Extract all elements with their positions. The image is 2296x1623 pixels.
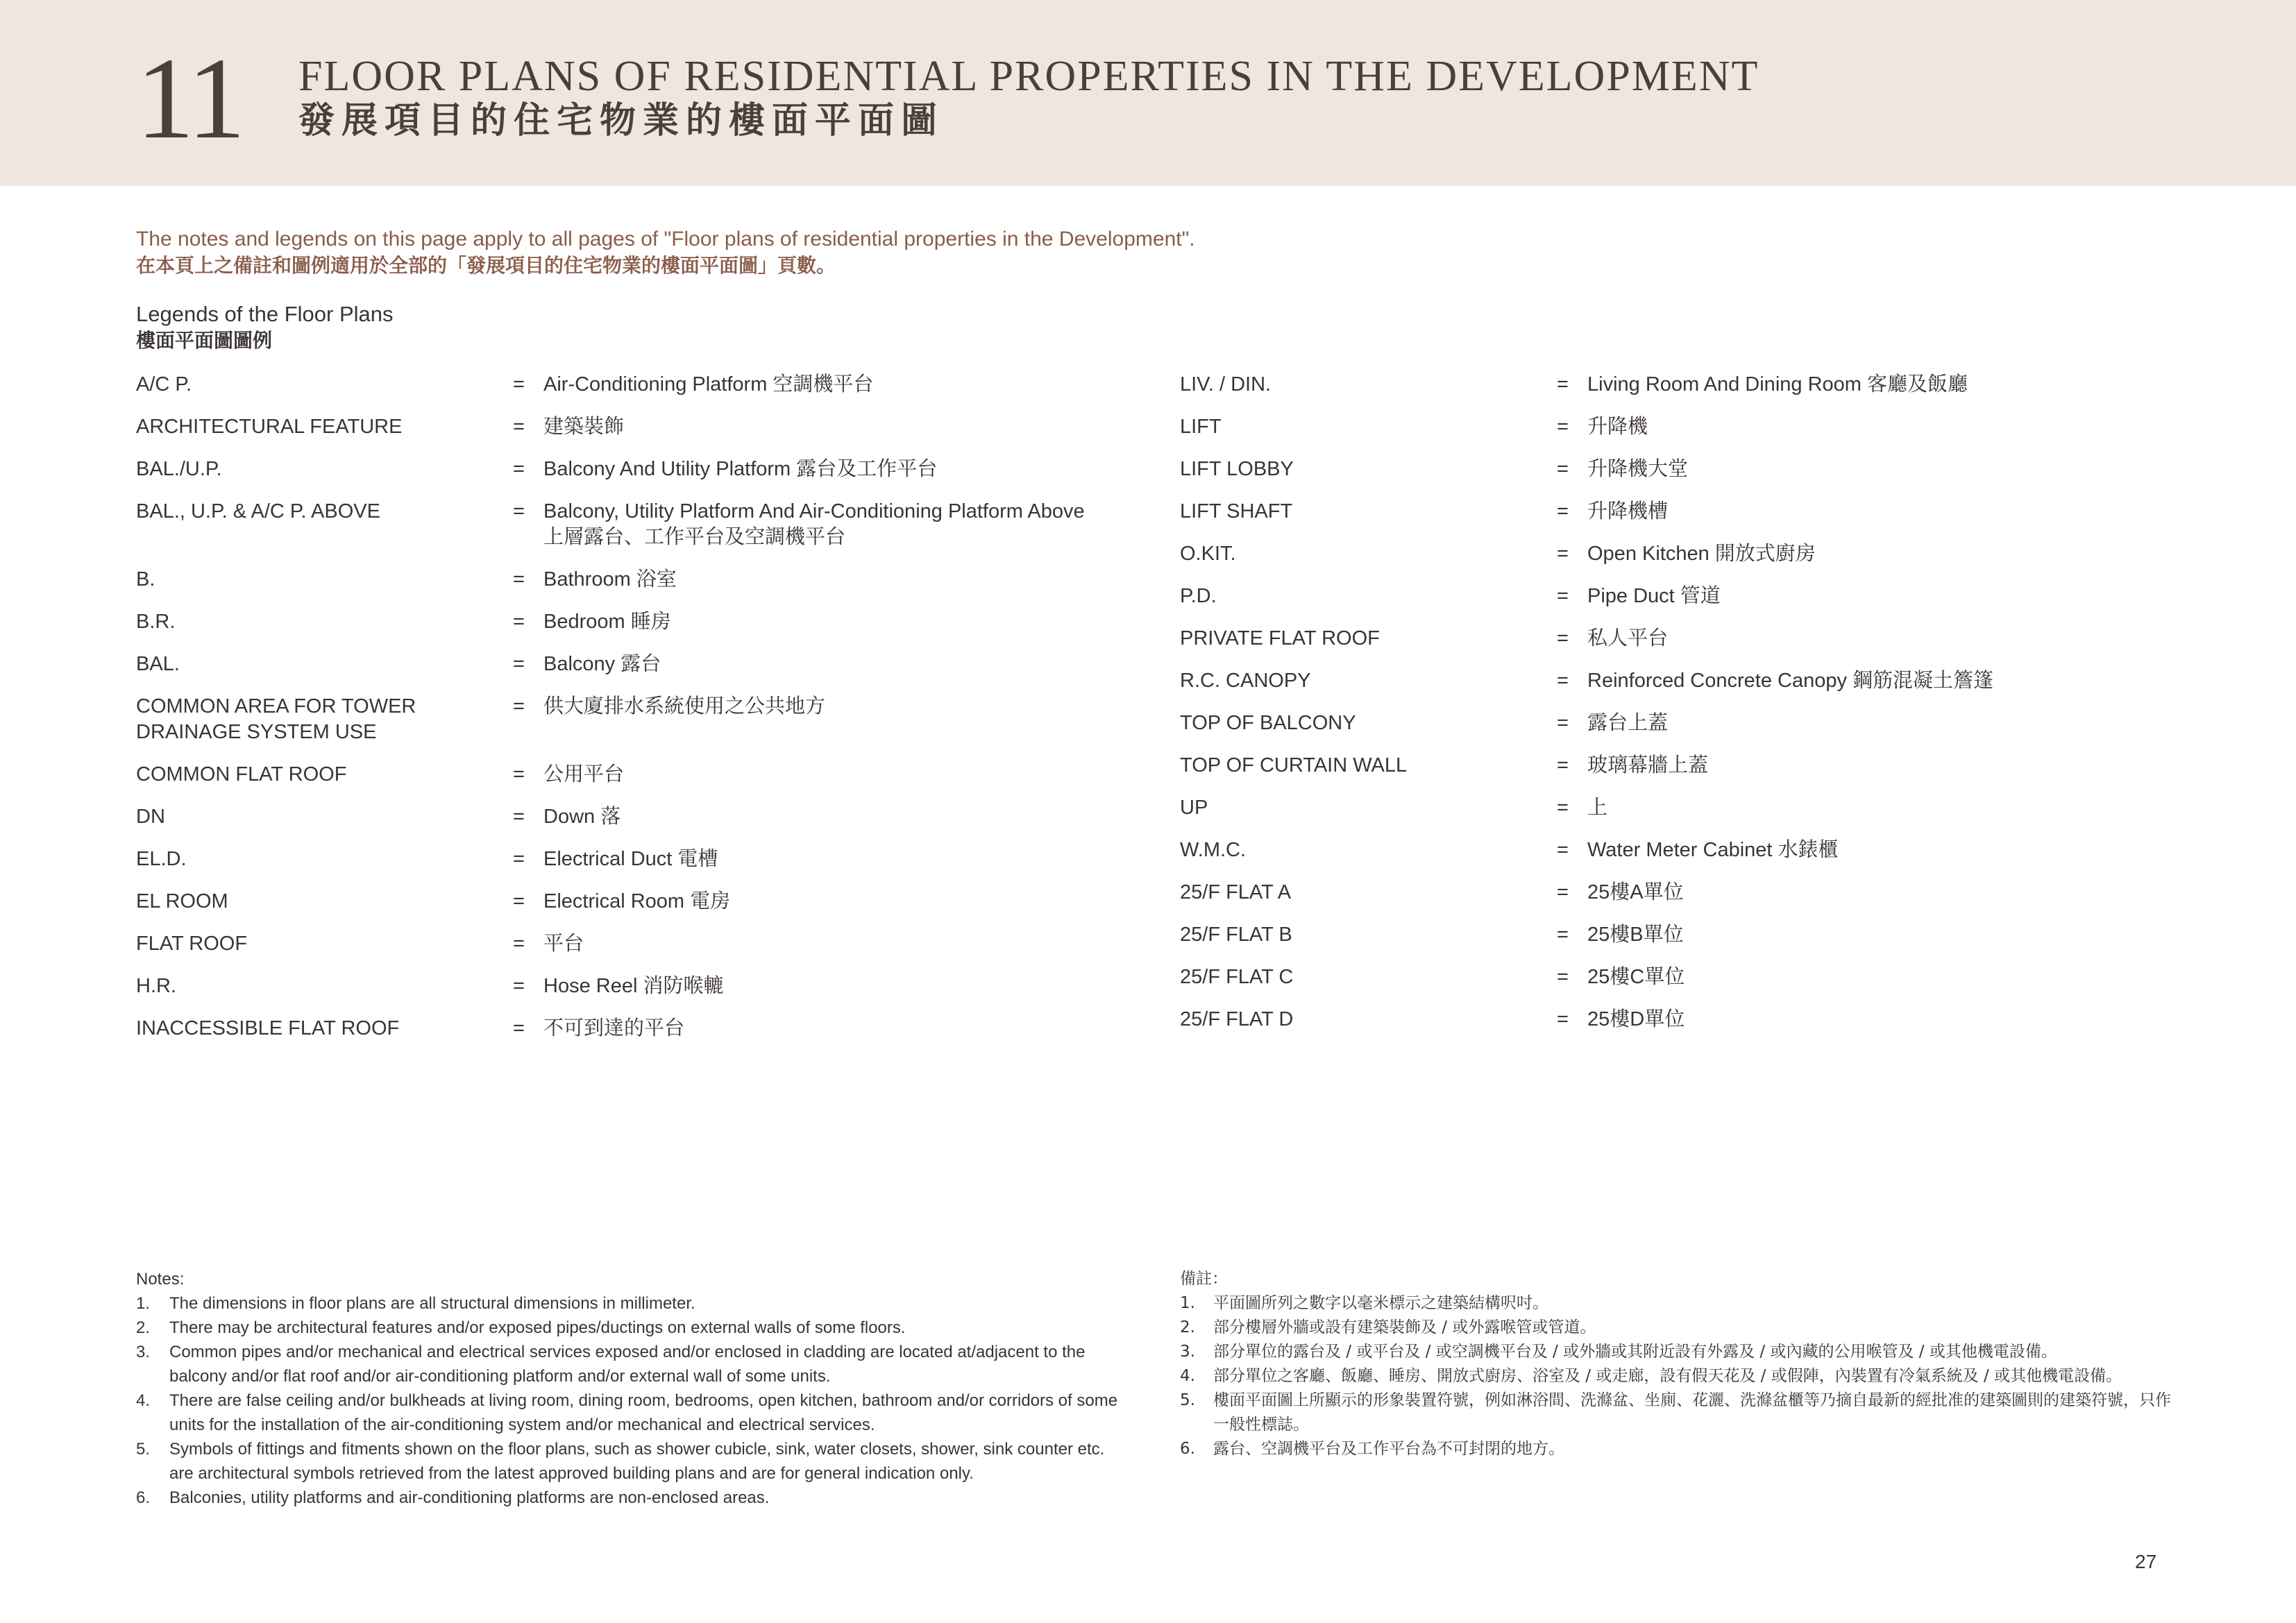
note-text: 平面圖所列之數字以毫米標示之建築結構呎吋。 [1213,1294,1548,1312]
legend-row [1180,541,2221,567]
note-text: There are false ceiling and/or bulkheads at living room, dining room, bedrooms, open kitchen, bathroom and/or corridors of some units for the installation of the air-conditioning system and/or mechanical and electrical services. [169,1391,1118,1434]
chapter-number: 11 [136,34,243,163]
legend-definition: 供大廈排水系統使用之公共地方 [543,695,826,717]
legend-row [1180,668,2221,694]
legend-definition: Water Meter Cabinet 水錶櫃 [1587,839,1839,861]
legend-equals: = [513,458,525,480]
note-number: 3. [136,1343,151,1361]
legend-equals: = [1557,670,1569,692]
intro-note-zh: 在本頁上之備註和圖例適用於全部的「發展項目的住宅物業的樓面平面圖」頁數。 [136,254,836,277]
notes-en-list [136,1291,1122,1510]
note-text: The dimensions in floor plans are all structural dimensions in millimeter. [169,1294,695,1313]
legend-equals: = [1557,458,1569,480]
legend-definition: Open Kitchen 開放式廚房 [1587,543,1816,565]
legend-term: 25/F FLAT D [1180,1008,1294,1030]
legend-definition: Bathroom 浴室 [543,568,677,590]
legend-row [1180,414,2221,440]
legend-term: BAL. [136,653,180,675]
legend-row [1180,626,2221,652]
legend-row [1180,795,2221,821]
intro-note [136,226,1195,279]
legend-term: B.R. [136,611,176,633]
page-number: 27 [2135,1551,2157,1572]
legend-row [136,414,1177,440]
legend-equals: = [1557,1008,1569,1030]
note-number: 2. [1180,1318,1195,1336]
legend-definition: 上 [1587,797,1608,819]
legend-definition: Electrical Duct 電槽 [543,848,718,870]
legend-term: BAL./U.P. [136,458,222,480]
legend-term: UP [1180,797,1208,819]
legend-term: P.D. [1180,585,1217,607]
note-number: 5. [136,1440,151,1459]
legend-row [136,931,1177,957]
legend-definition: 升降機槽 [1587,500,1669,522]
legend-term: W.M.C. [1180,839,1247,861]
legend-equals: = [1557,627,1569,649]
legend-definition: 不可到達的平台 [543,1017,685,1039]
page-title-en: FLOOR PLANS OF RESIDENTIAL PROPERTIES IN THE DEVELOPMENT [298,53,1759,100]
legend-row [136,567,1177,593]
note-item [1180,1291,2179,1316]
legend-equals: = [513,763,525,785]
note-item [136,1340,1122,1388]
legend-term: R.C. CANOPY [1180,670,1311,692]
legend-term: EL.D. [136,848,187,870]
note-number: 3. [1180,1343,1195,1361]
note-item [136,1388,1122,1437]
legend-definition: 25樓D單位 [1587,1008,1685,1030]
notes-zh [1180,1267,2179,1461]
legend-equals: = [513,848,525,870]
note-item [136,1486,1122,1510]
legend-row [1180,457,2221,482]
legend-definition: Down 落 [543,806,621,828]
page-title-zh: 發展項目的住宅物業的樓面平面圖 [298,99,945,142]
legend-equals: = [1557,585,1569,607]
legend-equals: = [513,1017,525,1039]
note-item [136,1316,1122,1340]
legend-equals: = [1557,881,1569,903]
legend-term: O.KIT. [1180,543,1236,565]
note-number: 6. [136,1488,151,1507]
note-number: 4. [136,1391,151,1410]
note-number: 4. [1180,1367,1195,1385]
note-text: 部分樓層外牆或設有建築裝飾及 / 或外露喉管或管道。 [1213,1318,1596,1336]
legend-term: B. [136,568,155,590]
legend-definition: 玻璃幕牆上蓋 [1587,754,1709,776]
legend-definition: 露台上蓋 [1587,712,1669,734]
legend-definition: 私人平台 [1587,627,1669,649]
legend-list-right [1180,372,2221,1049]
legend-row [136,847,1177,872]
legend-term: TOP OF CURTAIN WALL [1180,754,1408,776]
legend-row [136,694,1177,745]
legend-equals: = [1557,543,1569,565]
legend-term: 25/F FLAT C [1180,966,1294,988]
legend-definition: 建築裝飾 [543,416,625,438]
note-number: 2. [136,1318,151,1337]
note-item [1180,1437,2179,1461]
note-item [136,1291,1122,1316]
note-text: 露台、空調機平台及工作平台為不可封閉的地方。 [1213,1440,1564,1458]
legend-term: BAL., U.P. & A/C P. ABOVE [136,500,380,522]
legend-definition: Air-Conditioning Platform 空調機平台 [543,373,874,396]
legend-row [136,609,1177,635]
legend-term: PRIVATE FLAT ROOF [1180,627,1380,649]
legend-definition: Balcony And Utility Platform 露台及工作平台 [543,458,938,480]
legend-definition: Reinforced Concrete Canopy 鋼筋混凝土簷篷 [1587,670,1994,692]
note-item [1180,1364,2179,1388]
legend-definition: Bedroom 睡房 [543,611,671,633]
legend-definition: 25樓C單位 [1587,966,1685,988]
legend-equals: = [513,653,525,675]
note-text: 樓面平面圖上所顯示的形象裝置符號，例如淋浴間、洗滌盆、坐廁、花灑、洗滌盆櫃等乃摘自最新的經批准的建築圖則的建築符號，只作一般性標誌。 [1213,1391,2171,1434]
legend-heading [136,301,394,354]
legend-row [1180,922,2221,948]
legend-row [136,499,1177,550]
legend-equals: = [1557,966,1569,988]
legend-definition: Living Room And Dining Room 客廳及飯廳 [1587,373,1968,396]
notes-zh-list [1180,1291,2179,1461]
legend-definition: 25樓A單位 [1587,881,1684,903]
notes-zh-title: 備註： [1180,1270,1228,1288]
legend-row [136,457,1177,482]
legend-term: ARCHITECTURAL FEATURE [136,416,403,438]
legend-equals: = [513,500,525,522]
legend-definition: 升降機 [1587,416,1648,438]
legend-heading-en: Legends of the Floor Plans [136,302,394,326]
legend-equals: = [513,890,525,912]
legend-term: FLAT ROOF [136,933,248,955]
legend-row [1180,711,2221,736]
legend-term: DN [136,806,165,828]
legend-definition: Pipe Duct 管道 [1587,585,1721,607]
legend-definition: Balcony 露台 [543,653,661,675]
legend-row [136,762,1177,788]
legend-heading-zh: 樓面平面圖圖例 [136,329,273,352]
legend-definition: 25樓B單位 [1587,924,1684,946]
legend-definition: 公用平台 [543,763,625,785]
note-text: 部分單位之客廳、飯廳、睡房、開放式廚房、浴室及 / 或走廊，設有假天花及 / 或假陣，內裝置有冷氣系統及 / 或其他機電設備。 [1213,1367,2122,1385]
legend-equals: = [513,611,525,633]
legend-row [1180,965,2221,990]
legend-equals: = [1557,416,1569,438]
legend-term: LIFT [1180,416,1222,438]
legend-definition: Hose Reel 消防喉轆 [543,975,724,997]
note-item [1180,1316,2179,1340]
legend-row [1180,372,2221,398]
legend-definition: Electrical Room 電房 [543,890,731,912]
legend-row [136,652,1177,677]
legend-term: COMMON AREA FOR TOWER DRAINAGE SYSTEM USE [136,695,416,743]
legend-term: 25/F FLAT A [1180,881,1292,903]
legend-equals: = [1557,839,1569,861]
legend-row [136,372,1177,398]
legend-definition: 升降機大堂 [1587,458,1689,480]
legend-row [1180,499,2221,525]
legend-row [1180,584,2221,609]
legend-equals: = [1557,373,1569,396]
legend-row [1180,753,2221,779]
legend-row [136,974,1177,999]
legend-term: TOP OF BALCONY [1180,712,1356,734]
legend-equals: = [513,373,525,396]
legend-term: H.R. [136,975,176,997]
legend-definition: 平台 [543,933,584,955]
legend-equals: = [513,975,525,997]
legend-term: LIV. / DIN. [1180,373,1272,396]
legend-term: COMMON FLAT ROOF [136,763,347,785]
legend-term: LIFT LOBBY [1180,458,1294,480]
legend-term: LIFT SHAFT [1180,500,1293,522]
note-text: Balconies, utility platforms and air-conditioning platforms are non-enclosed areas. [169,1488,770,1507]
legend-term: INACCESSIBLE FLAT ROOF [136,1017,400,1039]
note-item [1180,1388,2179,1437]
legend-row [136,889,1177,915]
note-number: 5. [1180,1391,1195,1409]
intro-note-en: The notes and legends on this page apply to all pages of "Floor plans of residential properties in the Development". [136,228,1195,250]
note-number: 1. [136,1294,151,1313]
note-text: Common pipes and/or mechanical and electrical services exposed and/or enclosed in cladding are located at/adjacent to the balcony and/or flat roof and/or air-conditioning platform and/or external wall of some units. [169,1343,1086,1386]
legend-equals: = [513,806,525,828]
legend-term: EL ROOM [136,890,228,912]
note-number: 1. [1180,1294,1195,1312]
legend-row [1180,1007,2221,1033]
legend-row [1180,880,2221,906]
legend-row [136,804,1177,830]
legend-equals: = [1557,712,1569,734]
legend-row [1180,838,2221,863]
note-text: There may be architectural features and/or exposed pipes/ductings on external walls of some floors. [169,1318,906,1337]
note-item [1180,1340,2179,1364]
legend-equals: = [513,568,525,590]
note-item [136,1437,1122,1486]
legend-equals: = [513,416,525,438]
legend-equals: = [513,695,525,717]
note-text: 部分單位的露台及 / 或平台及 / 或空調機平台及 / 或外牆或其附近設有外露及 / 或內藏的公用喉管及 / 或其他機電設備。 [1213,1343,2057,1361]
legend-list-left [136,372,1177,1058]
legend-term: A/C P. [136,373,192,396]
note-number: 6. [1180,1440,1195,1458]
legend-equals: = [1557,797,1569,819]
legend-term: 25/F FLAT B [1180,924,1292,946]
legend-equals: = [1557,924,1569,946]
legend-equals: = [1557,500,1569,522]
legend-row [136,1016,1177,1042]
notes-en [136,1267,1122,1510]
legend-definition: Balcony, Utility Platform And Air-Conditioning Platform Above 上層露台、工作平台及空調機平台 [543,500,1085,548]
note-text: Symbols of fittings and fitments shown on the floor plans, such as shower cubicle, sink, water closets, shower, sink counter etc. are architectural symbols retrieved from the latest approved building plans and are for general indication only. [169,1440,1105,1483]
notes-en-title: Notes: [136,1270,185,1289]
legend-equals: = [1557,754,1569,776]
legend-equals: = [513,933,525,955]
